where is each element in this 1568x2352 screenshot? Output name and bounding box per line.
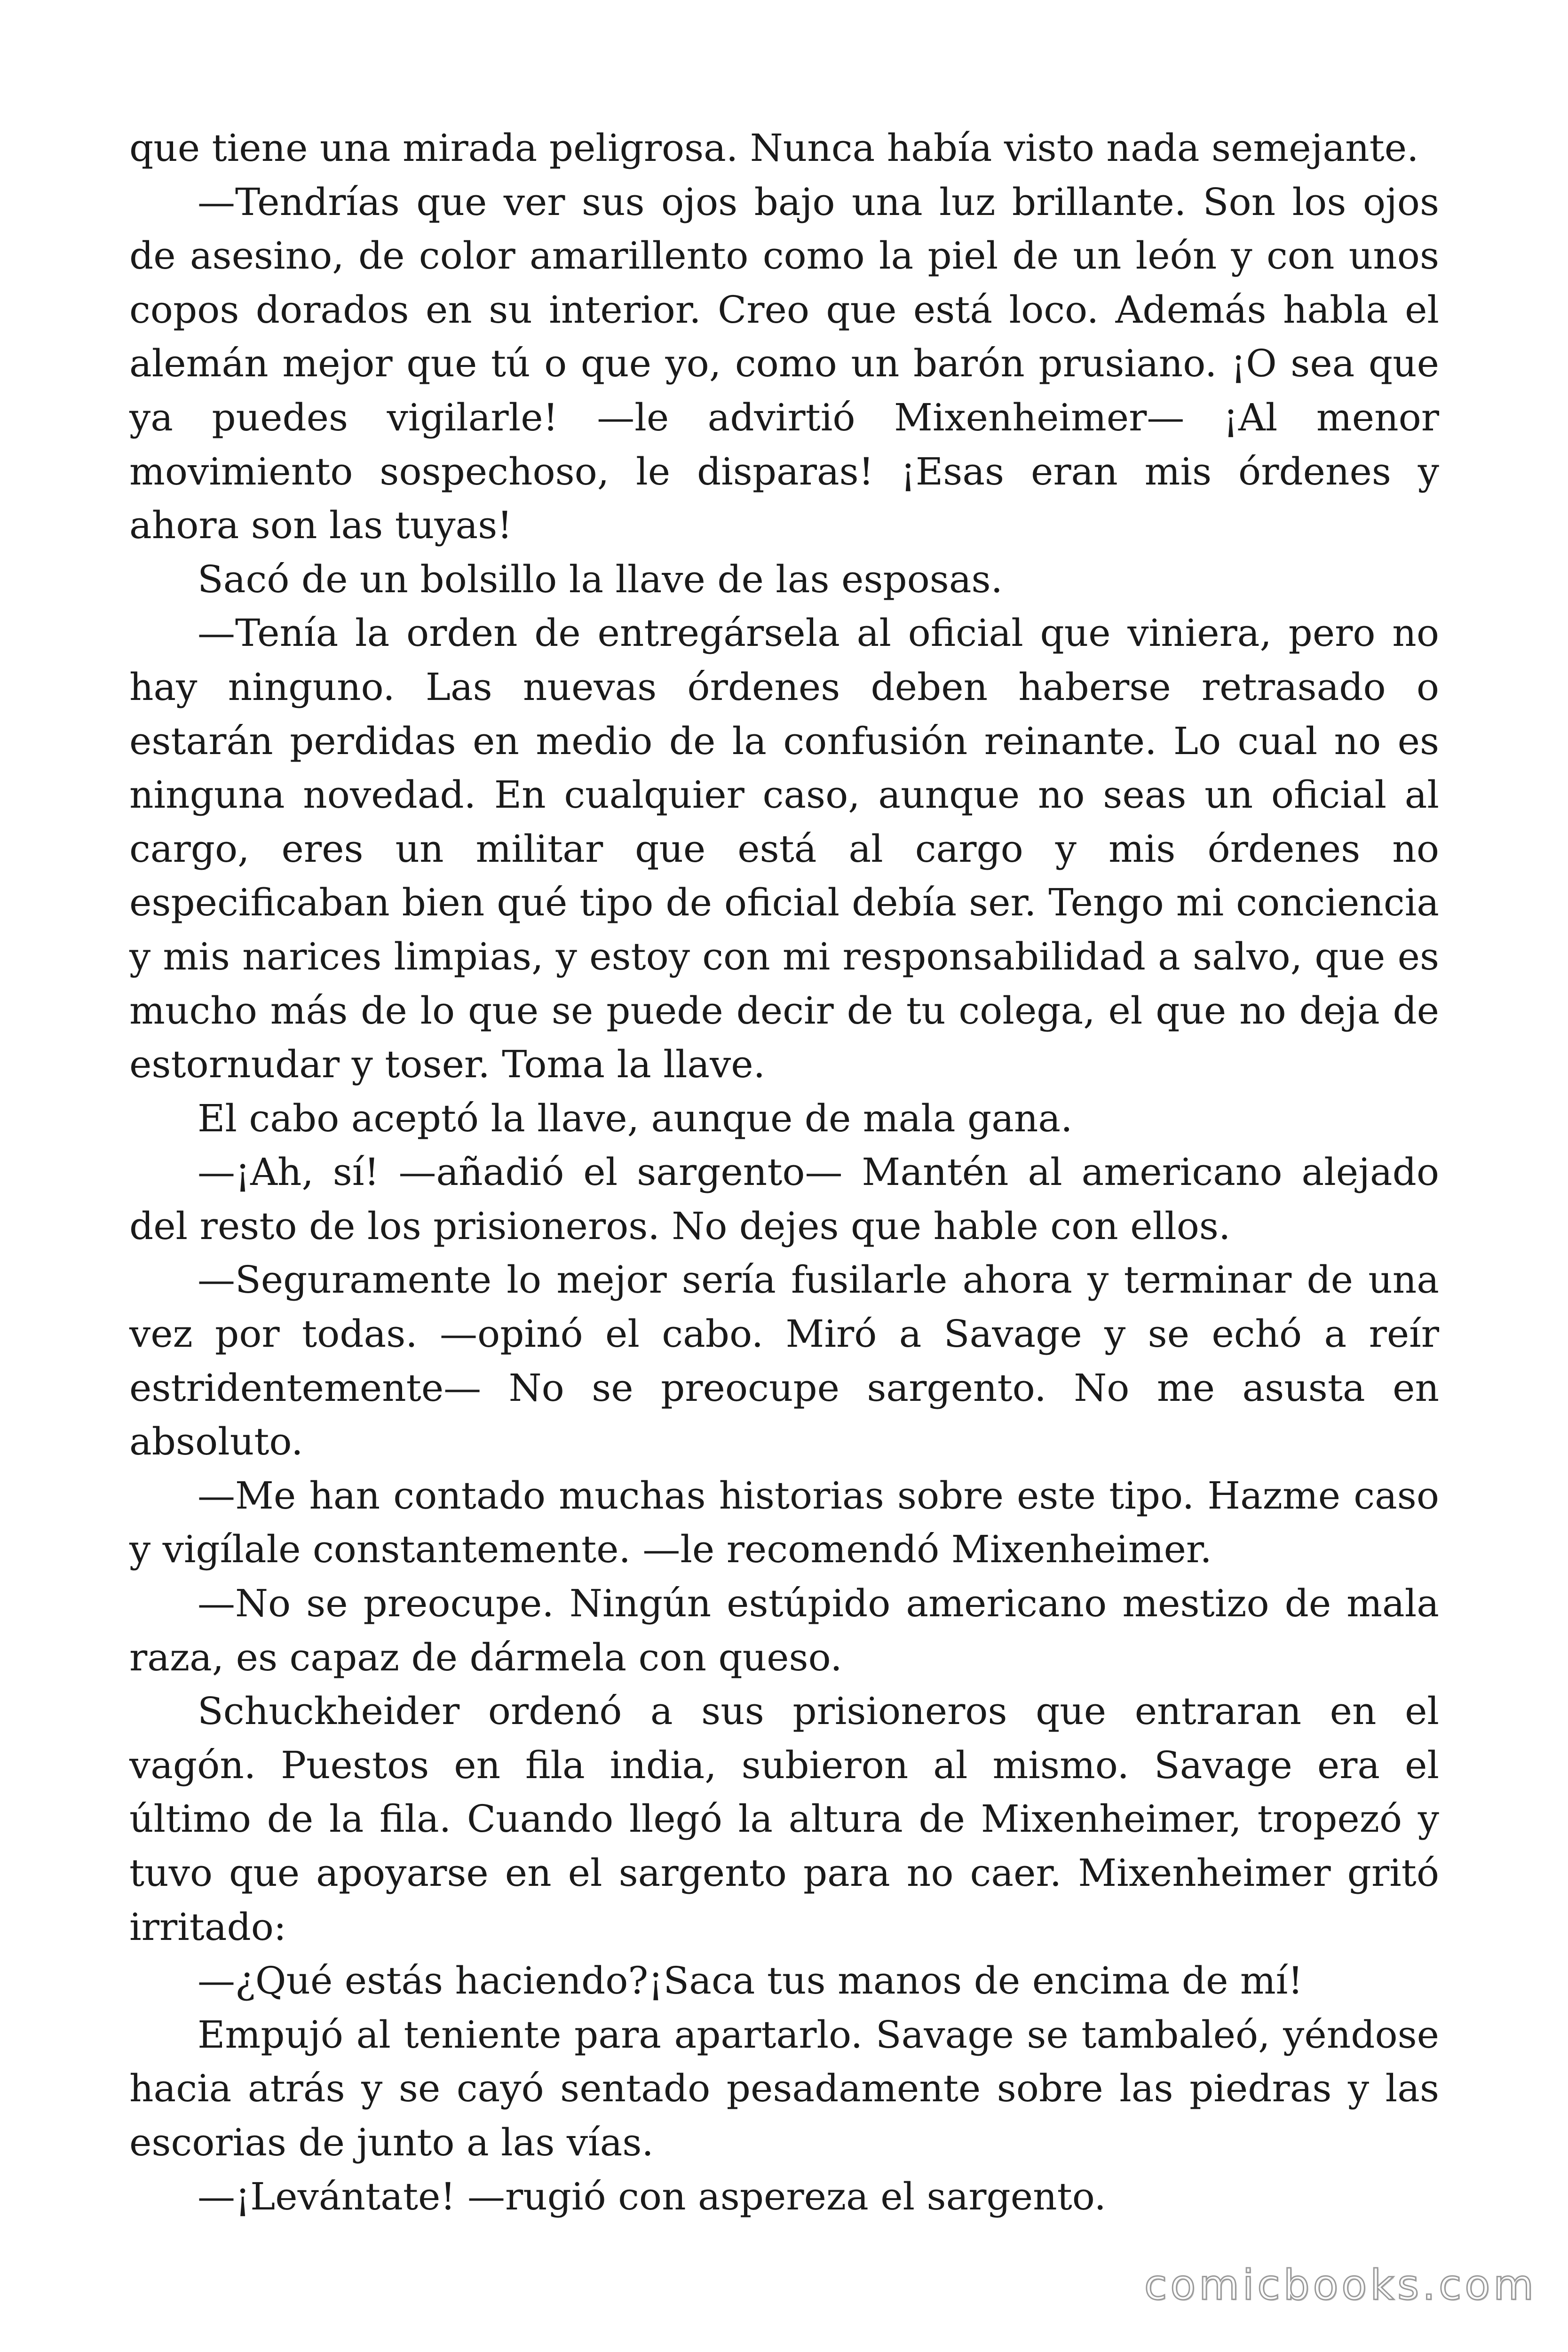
paragraph-2: —Tendrías que ver sus ojos bajo una luz brillante. Son los ojos de asesino, de color amarillento como la piel de un león y con unos copos dorados en su interior. Creo que está loco. Además habla el alemán mejor que tú o que yo, como un barón prusiano. ¡O sea que ya puedes vigilarle! —le advirtió Mixenheimer— ¡Al menor movimiento sospechoso, le disparas! ¡Esas eran mis órdenes y ahora son las tuyas! xyxy=(129,180,1439,548)
paragraph-3: Sacó de un bolsillo la llave de las esposas. xyxy=(198,557,1003,601)
paragraph-8: —Me han contado muchas historias sobre este tipo. Hazme caso y vigílale constantemente. —le recomendó Mixenheimer. xyxy=(129,1473,1439,1572)
paragraph-6: —¡Ah, sí! —añadió el sargento— Mantén al americano alejado del resto de los prisioneros. No dejes que hable con ellos. xyxy=(129,1150,1439,1248)
paragraph-11: —¿Qué estás haciendo?¡Saca tus manos de encima de mí! xyxy=(198,1959,1303,2003)
paragraph-5: El cabo aceptó la llave, aunque de mala gana. xyxy=(198,1096,1073,1140)
body-text xyxy=(129,121,1439,2224)
paragraph-1: que tiene una mirada peligrosa. Nunca había visto nada semejante. xyxy=(129,126,1419,170)
paragraph-12: Empujó al teniente para apartarlo. Savage se tambaleó, yéndose hacia atrás y se cayó sentado pesadamente sobre las piedras y las escorias de junto a las vías. xyxy=(129,2012,1439,2164)
paragraph-9: —No se preocupe. Ningún estúpido americano mestizo de mala raza, es capaz de dármela con queso. xyxy=(129,1581,1439,1679)
paragraph-7: —Seguramente lo mejor sería fusilarle ahora y terminar de una vez por todas. —opinó el cabo. Miró a Savage y se echó a reír estridentemente— No se preocupe sargento. No me asusta en absoluto. xyxy=(129,1258,1439,1464)
paragraph-4: —Tenía la orden de entregársela al oficial que viniera, pero no hay ninguno. Las nuevas órdenes deben haberse retrasado o estarán perdidas en medio de la confusión reinante. Lo cual no es ninguna novedad. En cualquier caso, aunque no seas un oficial al cargo, eres un militar que está al cargo y mis órdenes no especificaban bien qué tipo de oficial debía ser. Tengo mi conciencia y mis narices limpias, y estoy con mi responsabilidad a salvo, que es mucho más de lo que se puede decir de tu colega, el que no deja de estornudar y toser. Toma la llave. xyxy=(129,611,1439,1087)
paragraph-10: Schuckheider ordenó a sus prisioneros que entraran en el vagón. Puestos en fila india, subieron al mismo. Savage era el último de la fila. Cuando llegó la altura de Mixenheimer, tropezó y tuvo que apoyarse en el sargento para no caer. Mixenheimer gritó irritado: xyxy=(129,1689,1439,1949)
watermark-logo: comicbooks.com xyxy=(1144,2261,1537,2309)
paragraph-13: —¡Levántate! —rugió con aspereza el sargento. xyxy=(198,2174,1106,2218)
